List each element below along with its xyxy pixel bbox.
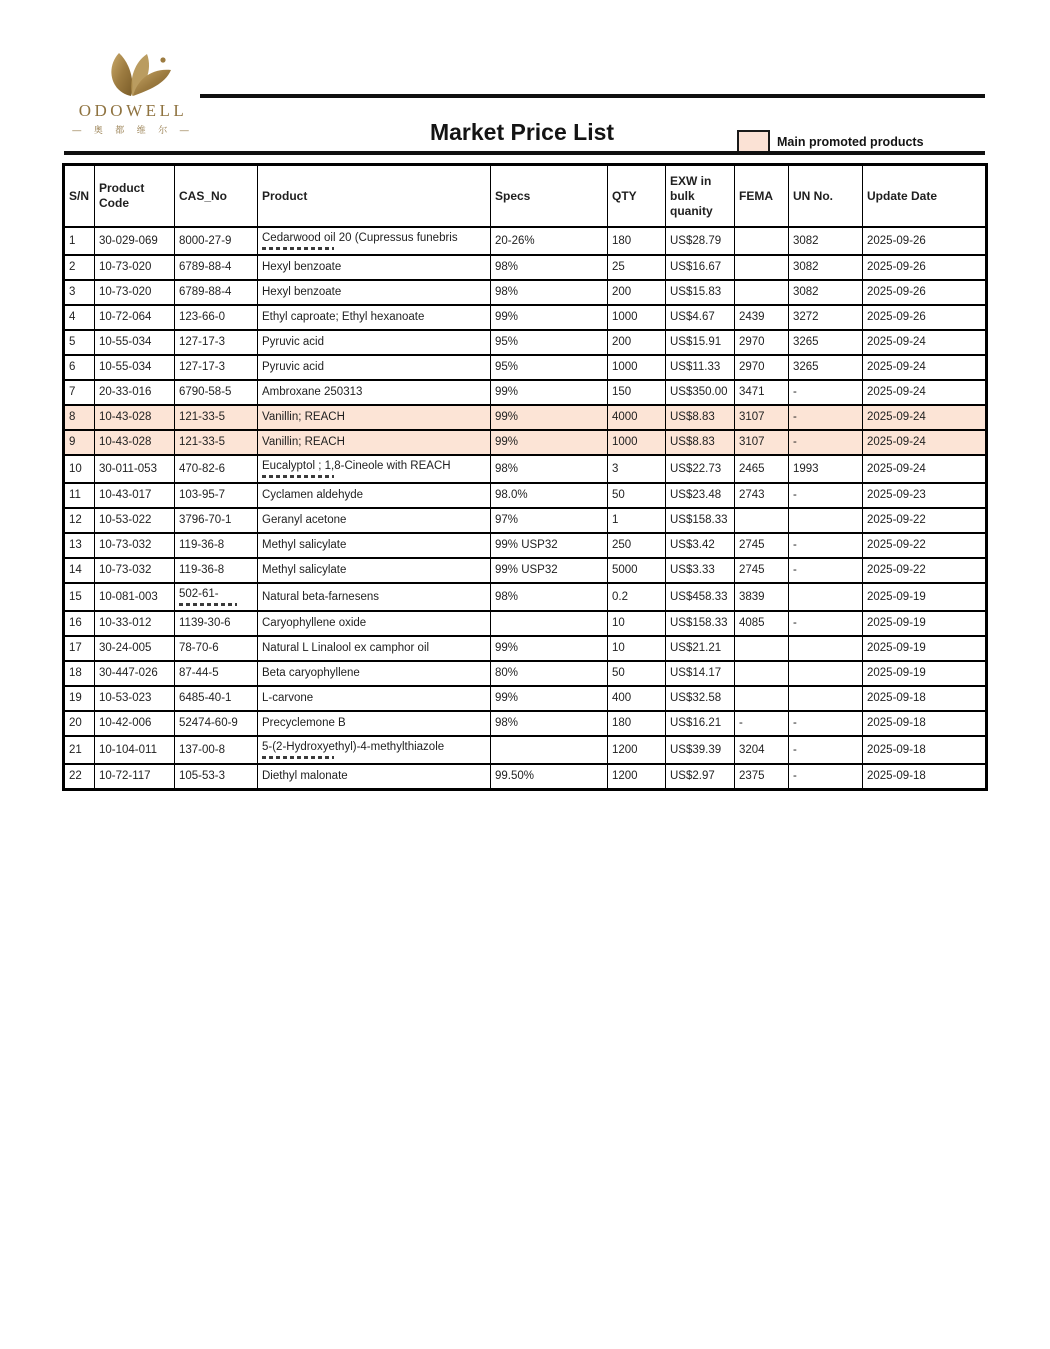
cell-code: 10-73-020 [95,255,175,280]
col-header-sn: S/N [64,165,95,228]
cell-qty: 1000 [608,305,666,330]
cell-product: Pyruvic acid [258,355,491,380]
price-table-wrapper [62,163,988,791]
cell-specs: 99% [491,380,608,405]
table-row [64,636,987,661]
cell-qty: 5000 [608,558,666,583]
cell-un: 3265 [789,355,863,380]
cell-qty: 0.2 [608,583,666,611]
cell-product: Diethyl malonate [258,764,491,790]
cell-fema: 2745 [735,533,789,558]
cell-sn: 9 [64,430,95,455]
table-row [64,405,987,430]
cell-cas: 6789-88-4 [175,280,258,305]
cell-date: 2025-09-18 [863,686,987,711]
cell-cas: 87-44-5 [175,661,258,686]
table-row [64,483,987,508]
legend-label: Main promoted products [777,135,924,149]
cell-product: Methyl salicylate [258,533,491,558]
cell-sn: 22 [64,764,95,790]
cell-code: 10-73-032 [95,558,175,583]
cell-product: Methyl salicylate [258,558,491,583]
col-header-specs: Specs [491,165,608,228]
cell-qty: 10 [608,611,666,636]
cell-fema [735,508,789,533]
cell-qty: 150 [608,380,666,405]
cell-product: Pyruvic acid [258,330,491,355]
cell-fema: 3107 [735,430,789,455]
clipped-text-remnant [262,756,334,759]
cell-sn: 21 [64,736,95,764]
cell-un: 3265 [789,330,863,355]
cell-sn: 6 [64,355,95,380]
cell-specs: 80% [491,661,608,686]
clipped-text-remnant [262,247,334,250]
cell-fema [735,636,789,661]
cell-fema: 3471 [735,380,789,405]
cell-exw: US$2.97 [666,764,735,790]
cell-date: 2025-09-24 [863,355,987,380]
cell-specs: 99% [491,430,608,455]
cell-un [789,508,863,533]
cell-exw: US$14.17 [666,661,735,686]
cell-product: 5-(2-Hydroxyethyl)-4-methylthiazole [258,736,491,764]
col-header-product: Product [258,165,491,228]
cell-un: 3272 [789,305,863,330]
cell-specs: 98% [491,255,608,280]
cell-qty: 400 [608,686,666,711]
cell-product: Ethyl caproate; Ethyl hexanoate [258,305,491,330]
cell-fema: 2970 [735,355,789,380]
cell-exw: US$3.33 [666,558,735,583]
cell-product: Natural beta-farnesens [258,583,491,611]
table-row [64,764,987,790]
cell-cas: 123-66-0 [175,305,258,330]
clipped-text-remnant [262,475,334,478]
cell-date: 2025-09-19 [863,661,987,686]
cell-fema: 2745 [735,558,789,583]
cell-exw: US$158.33 [666,611,735,636]
col-header-exw: EXW in bulk quanity [666,165,735,228]
cell-code: 30-011-053 [95,455,175,483]
cell-un [789,583,863,611]
cell-fema: 2375 [735,764,789,790]
cell-code: 30-029-069 [95,227,175,255]
cell-qty: 180 [608,227,666,255]
cell-code: 10-53-023 [95,686,175,711]
cell-cas: 103-95-7 [175,483,258,508]
cell-date: 2025-09-18 [863,736,987,764]
cell-cas: 121-33-5 [175,405,258,430]
col-header-date: Update Date [863,165,987,228]
table-row [64,533,987,558]
cell-fema [735,661,789,686]
cell-specs: 99% USP32 [491,558,608,583]
table-row [64,508,987,533]
cell-exw: US$16.67 [666,255,735,280]
cell-code: 10-55-034 [95,330,175,355]
cell-sn: 8 [64,405,95,430]
cell-un: - [789,380,863,405]
cell-qty: 1000 [608,355,666,380]
cell-exw: US$8.83 [666,430,735,455]
cell-qty: 50 [608,483,666,508]
cell-cas: 1139-30-6 [175,611,258,636]
table-row [64,430,987,455]
cell-cas: 121-33-5 [175,430,258,455]
cell-date: 2025-09-26 [863,305,987,330]
table-row [64,583,987,611]
cell-fema: - [735,711,789,736]
cell-code: 10-33-012 [95,611,175,636]
cell-cas: 78-70-6 [175,636,258,661]
cell-code: 10-43-017 [95,483,175,508]
cell-sn: 1 [64,227,95,255]
cell-code: 10-73-020 [95,280,175,305]
cell-specs: 98% [491,711,608,736]
cell-product: Beta caryophyllene [258,661,491,686]
table-row [64,455,987,483]
cell-cas: 137-00-8 [175,736,258,764]
cell-sn: 3 [64,280,95,305]
cell-cas: 105-53-3 [175,764,258,790]
cell-date: 2025-09-19 [863,636,987,661]
cell-specs: 95% [491,355,608,380]
cell-date: 2025-09-22 [863,533,987,558]
cell-code: 10-43-028 [95,405,175,430]
cell-un: - [789,558,863,583]
cell-sn: 15 [64,583,95,611]
cell-un [789,636,863,661]
cell-product: Caryophyllene oxide [258,611,491,636]
cell-un: 3082 [789,280,863,305]
cell-date: 2025-09-18 [863,764,987,790]
price-table [62,163,988,791]
cell-date: 2025-09-22 [863,508,987,533]
cell-specs: 99.50% [491,764,608,790]
cell-code: 10-73-032 [95,533,175,558]
cell-specs [491,736,608,764]
cell-qty: 1200 [608,736,666,764]
cell-date: 2025-09-22 [863,558,987,583]
cell-un: - [789,736,863,764]
cell-un: 3082 [789,227,863,255]
cell-date: 2025-09-23 [863,483,987,508]
cell-code: 10-53-022 [95,508,175,533]
cell-date: 2025-09-26 [863,280,987,305]
cell-specs: 95% [491,330,608,355]
cell-date: 2025-09-24 [863,455,987,483]
cell-qty: 4000 [608,405,666,430]
table-row [64,227,987,255]
cell-sn: 17 [64,636,95,661]
cell-cas: 6485-40-1 [175,686,258,711]
cell-exw: US$22.73 [666,455,735,483]
cell-code: 10-72-064 [95,305,175,330]
table-row [64,355,987,380]
cell-product: L-carvone [258,686,491,711]
table-row [64,380,987,405]
cell-sn: 2 [64,255,95,280]
cell-exw: US$32.58 [666,686,735,711]
table-row [64,558,987,583]
col-header-qty: QTY [608,165,666,228]
page-title: Market Price List [429,119,615,145]
col-header-fema: FEMA [735,165,789,228]
cell-un [789,661,863,686]
cell-exw: US$39.39 [666,736,735,764]
cell-specs [491,611,608,636]
cell-exw: US$16.21 [666,711,735,736]
cell-specs: 97% [491,508,608,533]
cell-qty: 1200 [608,764,666,790]
cell-specs: 99% [491,686,608,711]
cell-un: - [789,711,863,736]
cell-code: 20-33-016 [95,380,175,405]
cell-date: 2025-09-24 [863,430,987,455]
cell-specs: 98% [491,455,608,483]
cell-cas: 8000-27-9 [175,227,258,255]
cell-specs: 98% [491,583,608,611]
cell-sn: 20 [64,711,95,736]
cell-un: - [789,533,863,558]
table-row [64,661,987,686]
cell-date: 2025-09-24 [863,405,987,430]
cell-product: Geranyl acetone [258,508,491,533]
cell-code: 10-081-003 [95,583,175,611]
cell-product: Ambroxane 250313 [258,380,491,405]
table-row [64,280,987,305]
table-row [64,736,987,764]
cell-product: Hexyl benzoate [258,280,491,305]
cell-specs: 99% USP32 [491,533,608,558]
cell-fema: 2743 [735,483,789,508]
cell-un: 3082 [789,255,863,280]
cell-sn: 11 [64,483,95,508]
table-row [64,711,987,736]
cell-specs: 99% [491,305,608,330]
cell-cas: 52474-60-9 [175,711,258,736]
cell-exw: US$458.33 [666,583,735,611]
table-row [64,611,987,636]
table-row [64,305,987,330]
cell-specs: 99% [491,405,608,430]
cell-date: 2025-09-26 [863,227,987,255]
cell-product: Cedarwood oil 20 (Cupressus funebris [258,227,491,255]
cell-qty: 50 [608,661,666,686]
cell-fema: 3839 [735,583,789,611]
price-table-body [64,227,987,790]
cell-cas: 119-36-8 [175,533,258,558]
cell-fema [735,255,789,280]
cell-qty: 250 [608,533,666,558]
cell-product: Eucalyptol ; 1,8-Cineole with REACH [258,455,491,483]
cell-qty: 200 [608,330,666,355]
cell-cas: 6789-88-4 [175,255,258,280]
cell-cas: 470-82-6 [175,455,258,483]
cell-cas: 127-17-3 [175,330,258,355]
cell-qty: 1000 [608,430,666,455]
brand-logo [68,48,198,136]
cell-sn: 4 [64,305,95,330]
col-header-un: UN No. [789,165,863,228]
cell-sn: 5 [64,330,95,355]
header-rule-top [200,94,985,98]
cell-date: 2025-09-19 [863,583,987,611]
cell-cas: 502-61- [175,583,258,611]
clipped-text-remnant [179,603,237,606]
cell-code: 10-55-034 [95,355,175,380]
cell-sn: 14 [64,558,95,583]
cell-product: Hexyl benzoate [258,255,491,280]
cell-un [789,686,863,711]
header-rule-bottom [64,151,985,155]
cell-fema: 3107 [735,405,789,430]
cell-fema: 4085 [735,611,789,636]
cell-fema: 3204 [735,736,789,764]
cell-exw: US$28.79 [666,227,735,255]
table-row [64,255,987,280]
cell-exw: US$8.83 [666,405,735,430]
price-table-header [64,165,987,228]
cell-un: - [789,483,863,508]
cell-exw: US$15.91 [666,330,735,355]
cell-qty: 1 [608,508,666,533]
cell-un: - [789,611,863,636]
cell-product: Cyclamen aldehyde [258,483,491,508]
cell-cas: 127-17-3 [175,355,258,380]
cell-product: Vanillin; REACH [258,405,491,430]
cell-qty: 200 [608,280,666,305]
cell-fema: 2465 [735,455,789,483]
cell-sn: 10 [64,455,95,483]
cell-qty: 10 [608,636,666,661]
cell-exw: US$3.42 [666,533,735,558]
cell-code: 30-447-026 [95,661,175,686]
cell-fema [735,280,789,305]
cell-exw: US$11.33 [666,355,735,380]
lotus-logo-icon [68,48,198,100]
col-header-cas: CAS_No [175,165,258,228]
cell-code: 10-104-011 [95,736,175,764]
cell-cas: 6790-58-5 [175,380,258,405]
cell-cas: 3796-70-1 [175,508,258,533]
cell-sn: 7 [64,380,95,405]
cell-specs: 99% [491,636,608,661]
cell-product: Precyclemone B [258,711,491,736]
cell-fema [735,686,789,711]
cell-fema [735,227,789,255]
cell-qty: 25 [608,255,666,280]
cell-exw: US$21.21 [666,636,735,661]
brand-wordmark: ODOWELL [78,101,188,120]
table-row [64,686,987,711]
cell-qty: 180 [608,711,666,736]
cell-cas: 119-36-8 [175,558,258,583]
cell-specs: 98.0% [491,483,608,508]
table-row [64,330,987,355]
cell-exw: US$350.00 [666,380,735,405]
brand-chinese-name: — 奥 都 维 尔 — [72,125,194,135]
cell-sn: 16 [64,611,95,636]
cell-sn: 12 [64,508,95,533]
cell-specs: 98% [491,280,608,305]
cell-code: 10-43-028 [95,430,175,455]
cell-code: 10-42-006 [95,711,175,736]
cell-date: 2025-09-18 [863,711,987,736]
cell-sn: 13 [64,533,95,558]
cell-product: Natural L Linalool ex camphor oil [258,636,491,661]
cell-date: 2025-09-26 [863,255,987,280]
cell-fema: 2970 [735,330,789,355]
cell-date: 2025-09-24 [863,380,987,405]
cell-specs: 20-26% [491,227,608,255]
cell-sn: 18 [64,661,95,686]
cell-sn: 19 [64,686,95,711]
cell-fema: 2439 [735,305,789,330]
cell-code: 10-72-117 [95,764,175,790]
cell-exw: US$23.48 [666,483,735,508]
cell-product: Vanillin; REACH [258,430,491,455]
cell-exw: US$15.83 [666,280,735,305]
cell-code: 30-24-005 [95,636,175,661]
cell-qty: 3 [608,455,666,483]
cell-un: - [789,430,863,455]
col-header-code: Product Code [95,165,175,228]
cell-un: - [789,405,863,430]
cell-exw: US$158.33 [666,508,735,533]
cell-exw: US$4.67 [666,305,735,330]
cell-un: - [789,764,863,790]
cell-un: 1993 [789,455,863,483]
cell-date: 2025-09-19 [863,611,987,636]
cell-date: 2025-09-24 [863,330,987,355]
